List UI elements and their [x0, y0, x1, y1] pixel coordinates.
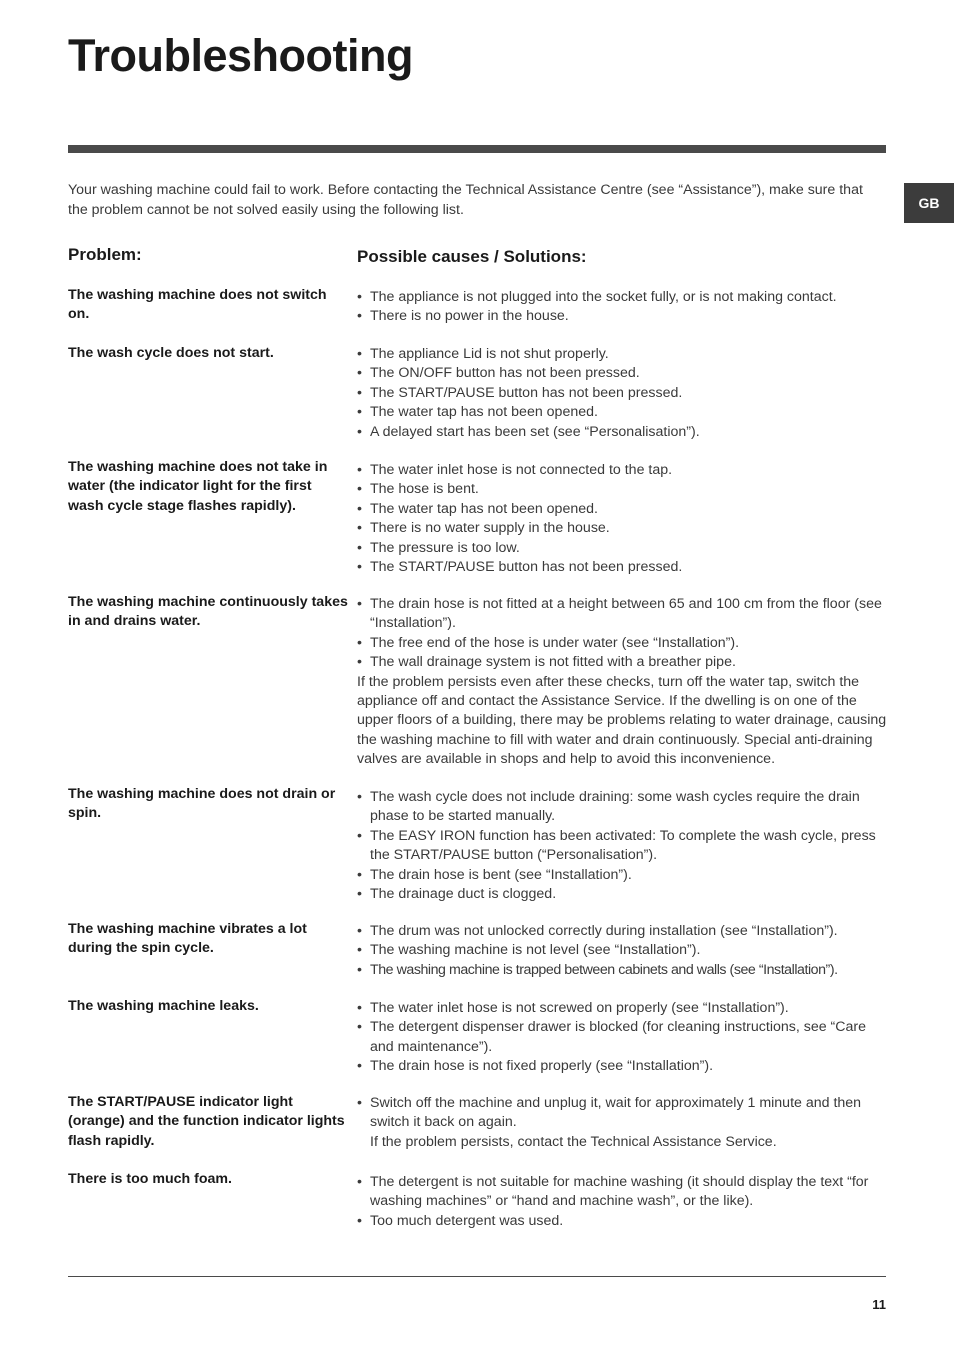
cause-item: • The hose is bent.	[357, 480, 887, 499]
problem-label: There is too much foam.	[68, 1171, 232, 1187]
problem-column-header: Problem:	[68, 245, 142, 264]
causes-block	[357, 288, 887, 327]
cause-item: • The water tap has not been opened.	[357, 403, 887, 422]
causes-list	[357, 595, 887, 673]
cause-item: • The water inlet hose is not connected to the tap.	[357, 461, 887, 480]
cause-item: • The water inlet hose is not screwed on properly (see “Installation”).	[357, 999, 887, 1018]
causes-block	[357, 788, 887, 904]
intro-paragraph: Your washing machine could fail to work. Before contacting the Technical Assistance Centre (see “Assistance”), make sure that the problem cannot be not solved easily using the following list.	[68, 182, 863, 218]
causes-list	[357, 288, 887, 327]
causes-block	[357, 999, 887, 1077]
cause-item: • The appliance Lid is not shut properly.	[357, 345, 887, 364]
causes-list	[357, 788, 887, 904]
causes-block	[357, 461, 887, 577]
cause-item: • The appliance is not plugged into the socket fully, or is not making contact.	[357, 288, 887, 307]
problem-label: The washing machine does not drain or spin.	[68, 786, 336, 822]
causes-list	[357, 922, 887, 980]
problem-label: The washing machine does not switch on.	[68, 287, 327, 323]
problem-label: The washing machine does not take in water (the indicator light for the first wash cycle stage flashes rapidly).	[68, 459, 328, 514]
causes-column-header: Possible causes / Solutions:	[357, 247, 587, 266]
cause-item: • The START/PAUSE button has not been pressed.	[357, 558, 887, 577]
cause-item: • Switch off the machine and unplug it, wait for approximately 1 minute and then switch it back on again.	[357, 1094, 887, 1133]
cause-item: • The drainage duct is clogged.	[357, 885, 887, 904]
problem-label: The washing machine continuously takes in and drains water.	[68, 594, 348, 630]
language-tab: GB	[904, 183, 954, 223]
causes-list	[357, 1173, 887, 1231]
cause-item: • The washing machine is not level (see “Installation”).	[357, 941, 887, 960]
cause-item: • The washing machine is trapped between cabinets and walls (see “Installation”).	[357, 961, 887, 980]
cause-item: • The wall drainage system is not fitted with a breather pipe.	[357, 653, 887, 672]
causes-list	[357, 1094, 887, 1133]
footer-rule	[68, 1276, 886, 1277]
cause-item: • There is no power in the house.	[357, 307, 887, 326]
causes-list	[357, 345, 887, 442]
cause-item: • The ON/OFF button has not been pressed.	[357, 364, 887, 383]
cause-item: • The START/PAUSE button has not been pressed.	[357, 384, 887, 403]
cause-item: • Too much detergent was used.	[357, 1212, 887, 1231]
page-title: Troubleshooting	[68, 30, 413, 81]
cause-item: • A delayed start has been set (see “Personalisation”).	[357, 423, 887, 442]
problem-label: The START/PAUSE indicator light (orange) and the function indicator lights flash rapidly.	[68, 1094, 345, 1149]
cause-item: • The detergent is not suitable for machine washing (it should display the text “for washing machines” or “hand and machine wash”, or the like).	[357, 1173, 887, 1212]
problem-label: The washing machine leaks.	[68, 998, 259, 1014]
cause-item: • The drain hose is not fixed properly (see “Installation”).	[357, 1057, 887, 1076]
causes-block	[357, 1094, 887, 1152]
causes-block	[357, 1173, 887, 1231]
header-rule	[68, 145, 886, 153]
cause-item: • The detergent dispenser drawer is blocked (for cleaning instructions, see “Care and maintenance”).	[357, 1018, 887, 1057]
causes-block	[357, 922, 887, 980]
cause-item: • There is no water supply in the house.	[357, 519, 887, 538]
cause-item: • The drum was not unlocked correctly during installation (see “Installation”).	[357, 922, 887, 941]
problem-label: The washing machine vibrates a lot during the spin cycle.	[68, 921, 307, 957]
cause-item: • The pressure is too low.	[357, 539, 887, 558]
cause-item: • The wash cycle does not include draining: some wash cycles require the drain phase to be started manually.	[357, 788, 887, 827]
cause-note: If the problem persists even after these checks, turn off the water tap, switch the appliance off and contact the Assistance Service. If the dwelling is on one of the upper floors of a building, there may be problems relating to water drainage, causing the washing machine to fill with water and drain continuously. Special anti-draining valves are available in shops and help to avoid this inconvenience.	[357, 673, 887, 768]
cause-item: • The drain hose is bent (see “Installation”).	[357, 866, 887, 885]
cause-item: • The water tap has not been opened.	[357, 500, 887, 519]
causes-list	[357, 999, 887, 1077]
cause-note: If the problem persists, contact the Technical Assistance Service.	[370, 1133, 777, 1150]
cause-item: • The drain hose is not fitted at a height between 65 and 100 cm from the floor (see “Installation”).	[357, 595, 887, 634]
cause-item: • The free end of the hose is under water (see “Installation”).	[357, 634, 887, 653]
cause-item: • The EASY IRON function has been activated: To complete the wash cycle, press the START/PAUSE button (“Personalisation”).	[357, 827, 887, 866]
causes-block	[357, 595, 887, 770]
causes-list	[357, 461, 887, 577]
causes-block	[357, 345, 887, 442]
problem-label: The wash cycle does not start.	[68, 345, 274, 361]
page-number: 11	[872, 1297, 886, 1312]
